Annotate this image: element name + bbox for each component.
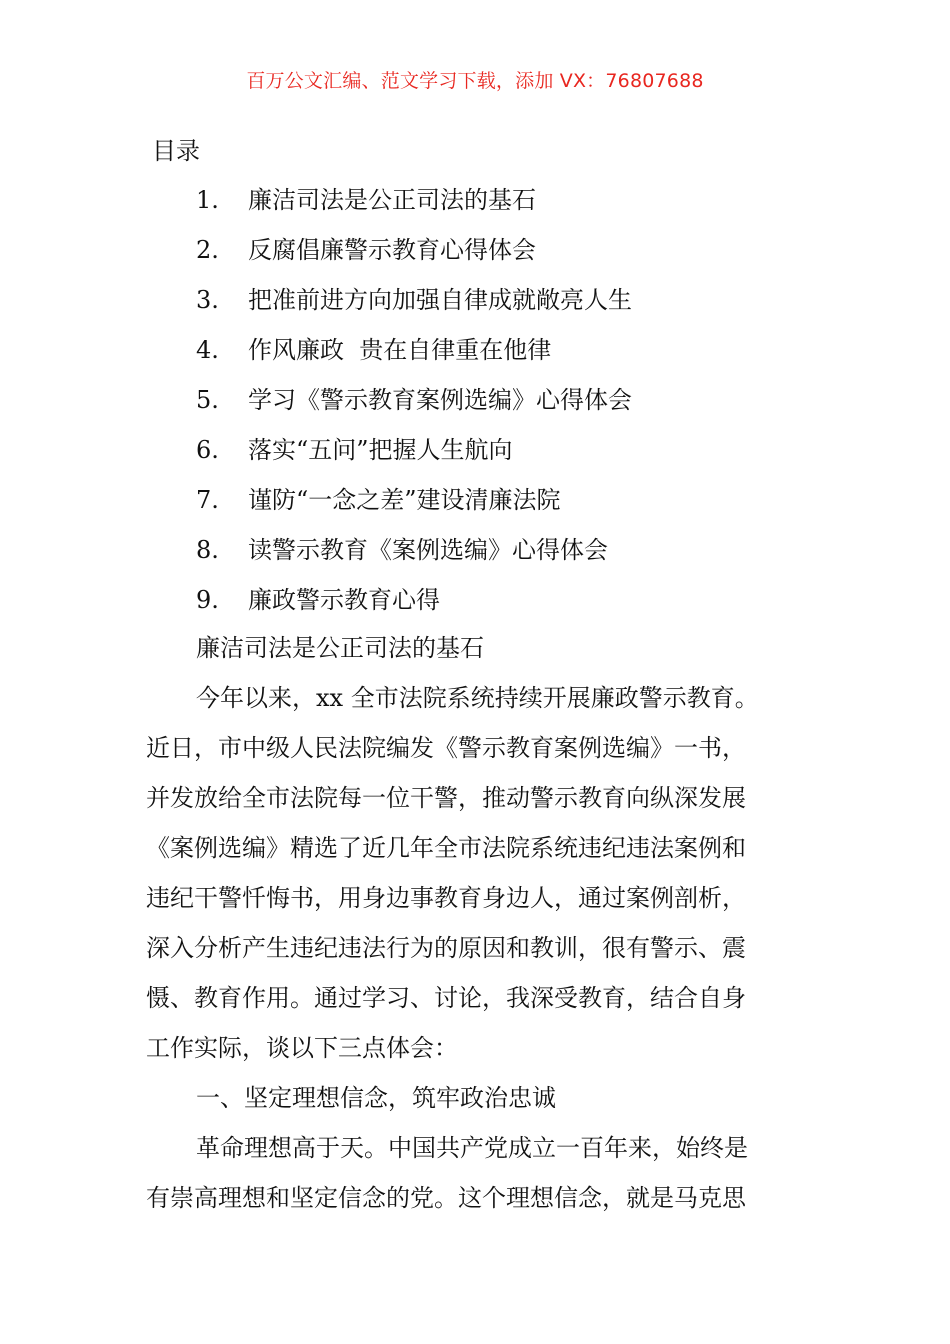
toc-item-label: 反腐倡廉警示教育心得体会: [248, 236, 536, 264]
toc-item: 9. 廉政警示教育心得: [196, 586, 440, 614]
toc-item: 8. 读警示教育《案例选编》心得体会: [196, 536, 608, 564]
paragraph-line: 近日，市中级人民法院编发《警示教育案例选编》一书，: [146, 734, 746, 762]
toc-item-label: 把准前进方向加强自律成就敞亮人生: [248, 286, 632, 314]
toc-item: 5. 学习《警示教育案例选编》心得体会: [196, 386, 632, 414]
article-heading: 廉洁司法是公正司法的基石: [196, 634, 484, 662]
toc-item-label: 廉政警示教育心得: [248, 586, 440, 614]
toc-item-label: 谨防“一念之差”建设清廉法院: [248, 486, 561, 514]
toc-item: 4. 作风廉政 贵在自律重在他律: [196, 336, 552, 364]
toc-item-label: 作风廉政 贵在自律重在他律: [248, 336, 552, 364]
table-of-contents: [196, 182, 632, 632]
paragraph-line: 工作实际，谈以下三点体会：: [146, 1034, 458, 1062]
toc-item: 7. 谨防“一念之差”建设清廉法院: [196, 486, 561, 514]
watermark-header: 百万公文汇编、范文学习下载，添加 VX：76807688: [246, 70, 704, 92]
toc-item: 2. 反腐倡廉警示教育心得体会: [196, 236, 536, 264]
article-body: [146, 630, 808, 1230]
paragraph-line: 违纪干警忏悔书，用身边事教育身边人，通过案例剖析，: [146, 884, 746, 912]
toc-title: 目录: [152, 137, 200, 165]
section-heading: 一、坚定理想信念，筑牢政治忠诚: [196, 1084, 556, 1112]
paragraph-line: 深入分析产生违纪违法行为的原因和教训，很有警示、震: [146, 934, 746, 962]
paragraph-line: 今年以来，xx 全市法院系统持续开展廉政警示教育。: [196, 684, 759, 712]
toc-item-label: 落实“五问”把握人生航向: [248, 436, 513, 464]
paragraph-line: 《案例选编》精选了近几年全市法院系统违纪违法案例和: [146, 834, 746, 862]
paragraph-line: 并发放给全市法院每一位干警，推动警示教育向纵深发展: [146, 784, 746, 812]
toc-item-label: 学习《警示教育案例选编》心得体会: [248, 386, 632, 414]
paragraph-line: 革命理想高于天。中国共产党成立一百年来，始终是: [196, 1134, 748, 1162]
toc-item-label: 读警示教育《案例选编》心得体会: [248, 536, 608, 564]
paragraph-line: 有崇高理想和坚定信念的党。这个理想信念，就是马克思: [146, 1184, 746, 1212]
toc-item-label: 廉洁司法是公正司法的基石: [248, 186, 536, 214]
toc-item: 6. 落实“五问”把握人生航向: [196, 436, 513, 464]
toc-item: 3. 把准前进方向加强自律成就敞亮人生: [196, 286, 632, 314]
paragraph-line: 慑、教育作用。通过学习、讨论，我深受教育，结合自身: [146, 984, 746, 1012]
toc-item: 1. 廉洁司法是公正司法的基石: [196, 186, 536, 214]
